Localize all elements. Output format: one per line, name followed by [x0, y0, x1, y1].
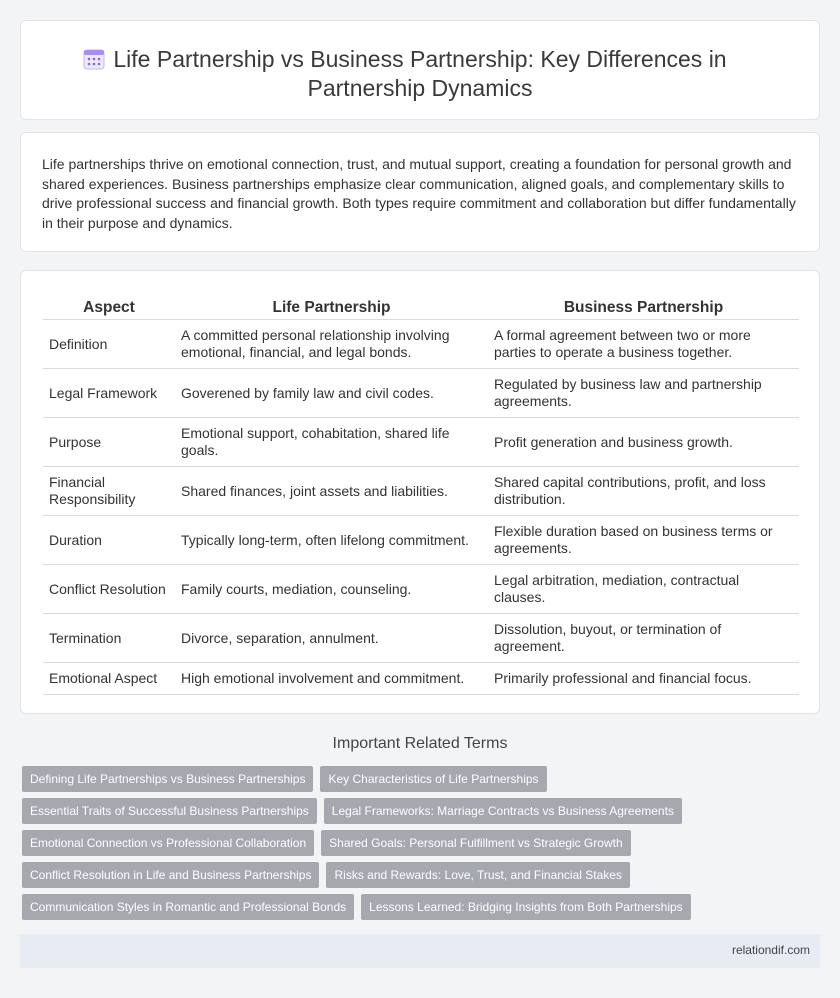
cell-business: A formal agreement between two or more parties to operate a business together.	[488, 320, 799, 369]
comparison-card	[20, 270, 820, 714]
related-term-tag[interactable]: Lessons Learned: Bridging Insights from Both Partnerships	[361, 894, 691, 920]
tag-row	[22, 766, 812, 792]
tag-row	[22, 862, 812, 888]
table-row	[43, 614, 799, 663]
cell-aspect: Termination	[43, 614, 175, 663]
cell-life: Divorce, separation, annulment.	[175, 614, 488, 663]
table-row	[43, 369, 799, 418]
cell-aspect: Definition	[43, 320, 175, 369]
title-line-2: Partnership Dynamics	[307, 75, 533, 101]
related-terms-list	[22, 766, 812, 926]
cell-business: Regulated by business law and partnership agreements.	[488, 369, 799, 418]
cell-life: A committed personal relationship involving emotional, financial, and legal bonds.	[175, 320, 488, 369]
cell-life: Typically long-term, often lifelong commitment.	[175, 516, 488, 565]
related-term-tag[interactable]: Shared Goals: Personal Fulfillment vs Strategic Growth	[321, 830, 630, 856]
calendar-icon	[83, 48, 105, 70]
header-card	[20, 20, 820, 120]
tag-row	[22, 830, 812, 856]
intro-card	[20, 132, 820, 252]
header-life-partnership: Life Partnership	[175, 295, 488, 320]
cell-life: Goverened by family law and civil codes.	[175, 369, 488, 418]
tag-row	[22, 798, 812, 824]
cell-aspect: Legal Framework	[43, 369, 175, 418]
related-terms-title: Important Related Terms	[332, 735, 508, 752]
related-term-tag[interactable]: Emotional Connection vs Professional Collaboration	[22, 830, 314, 856]
table-header-row	[43, 295, 799, 320]
table-row	[43, 320, 799, 369]
comparison-table	[43, 295, 799, 695]
cell-business: Shared capital contributions, profit, and loss distribution.	[488, 467, 799, 516]
related-term-tag[interactable]: Risks and Rewards: Love, Trust, and Financial Stakes	[326, 862, 629, 888]
cell-life: Family courts, mediation, counseling.	[175, 565, 488, 614]
cell-aspect: Conflict Resolution	[43, 565, 175, 614]
related-term-tag[interactable]: Defining Life Partnerships vs Business Partnerships	[22, 766, 313, 792]
cell-aspect: Financial Responsibility	[43, 467, 175, 516]
intro-paragraph: Life partnerships thrive on emotional connection, trust, and mutual support, creating a foundation for personal growth and shared experiences. Business partnerships emphasize clear communication, aligned goals, and complementary skills to drive professional success and financial growth. Both types require commitment and collaboration but differ fundamentally in their purpose and dynamics.	[42, 156, 796, 231]
table-row	[43, 516, 799, 565]
cell-business: Primarily professional and financial focus.	[488, 663, 799, 695]
cell-aspect: Emotional Aspect	[43, 663, 175, 695]
title-line-1: Life Partnership vs Business Partnership: Key Differences in	[113, 46, 727, 72]
cell-aspect: Duration	[43, 516, 175, 565]
header-aspect: Aspect	[43, 295, 175, 320]
cell-business: Dissolution, buyout, or termination of agreement.	[488, 614, 799, 663]
related-term-tag[interactable]: Legal Frameworks: Marriage Contracts vs Business Agreements	[324, 798, 682, 824]
tag-row	[22, 894, 812, 920]
related-term-tag[interactable]: Key Characteristics of Life Partnerships	[320, 766, 546, 792]
cell-life: Emotional support, cohabitation, shared life goals.	[175, 418, 488, 467]
related-term-tag[interactable]: Essential Traits of Successful Business Partnerships	[22, 798, 317, 824]
cell-business: Legal arbitration, mediation, contractual clauses.	[488, 565, 799, 614]
cell-business: Flexible duration based on business terms or agreements.	[488, 516, 799, 565]
cell-life: Shared finances, joint assets and liabilities.	[175, 467, 488, 516]
cell-aspect: Purpose	[43, 418, 175, 467]
table-row	[43, 663, 799, 695]
related-term-tag[interactable]: Conflict Resolution in Life and Business Partnerships	[22, 862, 319, 888]
page-title	[21, 45, 819, 103]
table-row	[43, 565, 799, 614]
footer-site-link[interactable]: relationdif.com	[731, 943, 810, 957]
cell-business: Profit generation and business growth.	[488, 418, 799, 467]
footer-bar	[20, 934, 820, 968]
table-row	[43, 418, 799, 467]
table-row	[43, 467, 799, 516]
header-business-partnership: Business Partnership	[488, 295, 799, 320]
cell-life: High emotional involvement and commitment.	[175, 663, 488, 695]
related-term-tag[interactable]: Communication Styles in Romantic and Professional Bonds	[22, 894, 354, 920]
